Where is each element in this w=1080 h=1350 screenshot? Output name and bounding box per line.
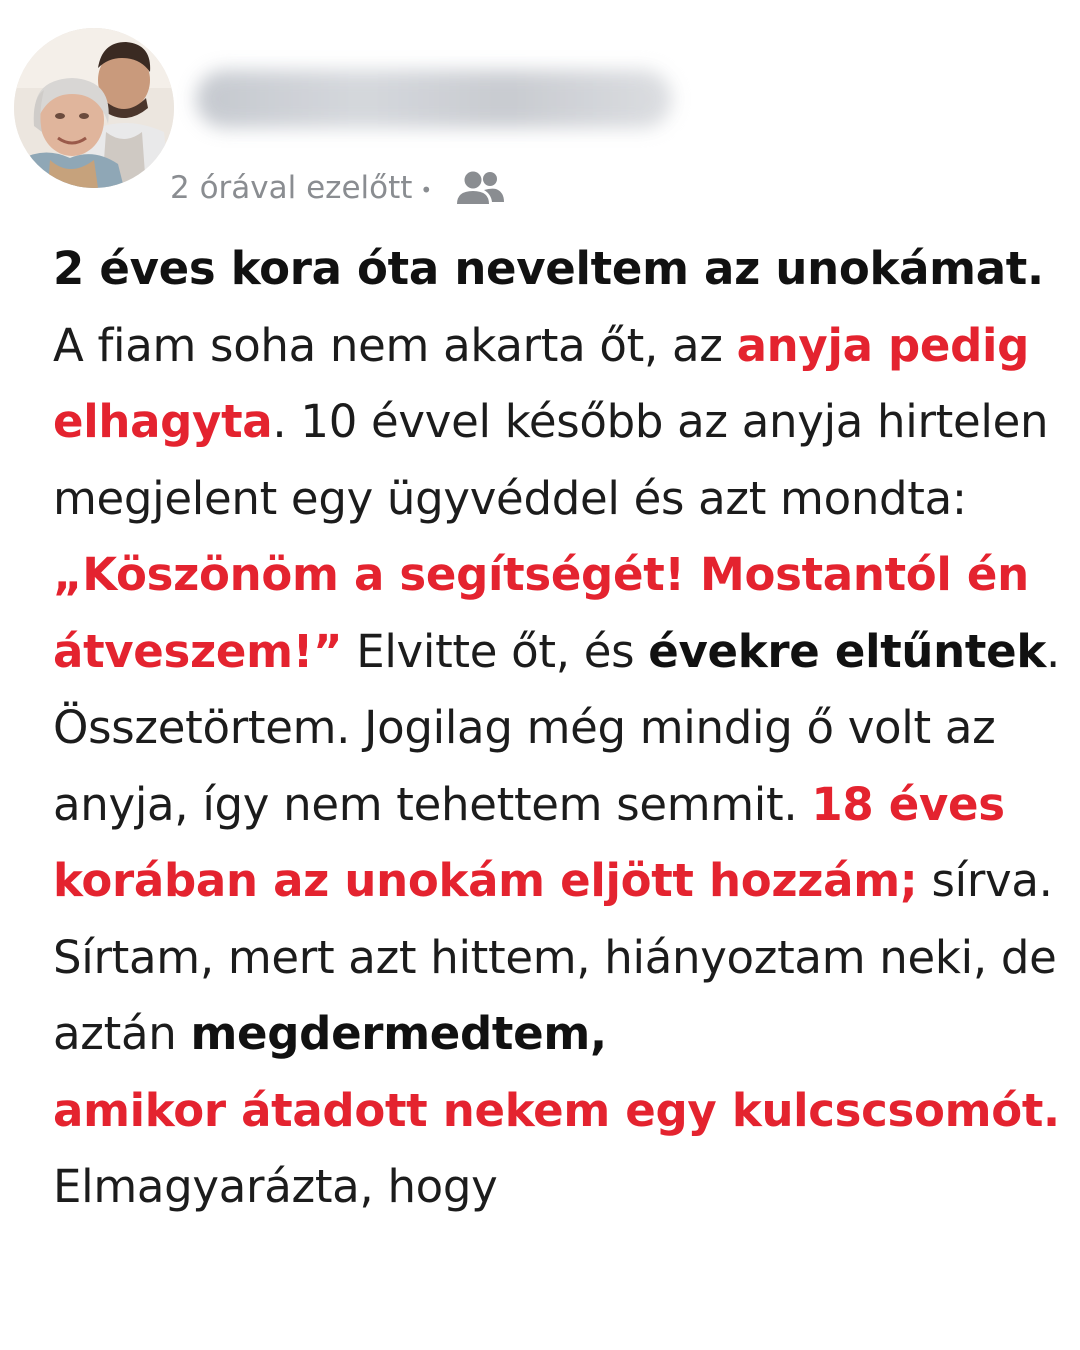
post-text: Elmagyarázta, hogy (53, 1083, 1074, 1213)
post-timestamp[interactable]: 2 órával ezelőtt (170, 170, 413, 206)
post-text: Elvitte őt, és (342, 624, 649, 678)
post-text-highlight: 18 éves korában az unokám eljött hozzám; (53, 777, 1021, 907)
avatar-photo-icon (14, 28, 174, 188)
author-name-blurred[interactable] (196, 70, 672, 128)
post-text-bold: megdermedtem, (190, 1007, 607, 1060)
post-text-bold: 2 éves kora óta neveltem az unokámat. (53, 242, 1044, 295)
post-text: sírva. Sírtam, mert azt hittem, hiányoztam neki, de aztán (53, 854, 1071, 1060)
post-text-quote-highlight: „Köszönöm a segítségét! Mostantól én átveszem!” (53, 548, 1045, 678)
post-body (53, 231, 1074, 1226)
post-text: . 10 évvel később az anyja hirtelen megjelent egy ügyvéddel és azt mondta: (53, 395, 1063, 525)
meta-separator: • (420, 178, 433, 202)
friends-icon[interactable] (456, 169, 506, 207)
post-text: A fiam soha nem akarta őt, az (53, 242, 1058, 372)
post-text-highlight: anyja pedig elhagyta (53, 318, 1045, 448)
author-avatar[interactable] (14, 28, 174, 188)
post-meta (170, 166, 506, 210)
post-text-highlight: amikor átadott nekem egy kulcscsomót. (53, 1083, 1060, 1137)
post-text-bold: évekre eltűntek (648, 624, 1046, 678)
post-text: . Összetörtem. Jogilag még mindig ő volt az anyja, így nem tehettem semmit. (53, 624, 1074, 831)
